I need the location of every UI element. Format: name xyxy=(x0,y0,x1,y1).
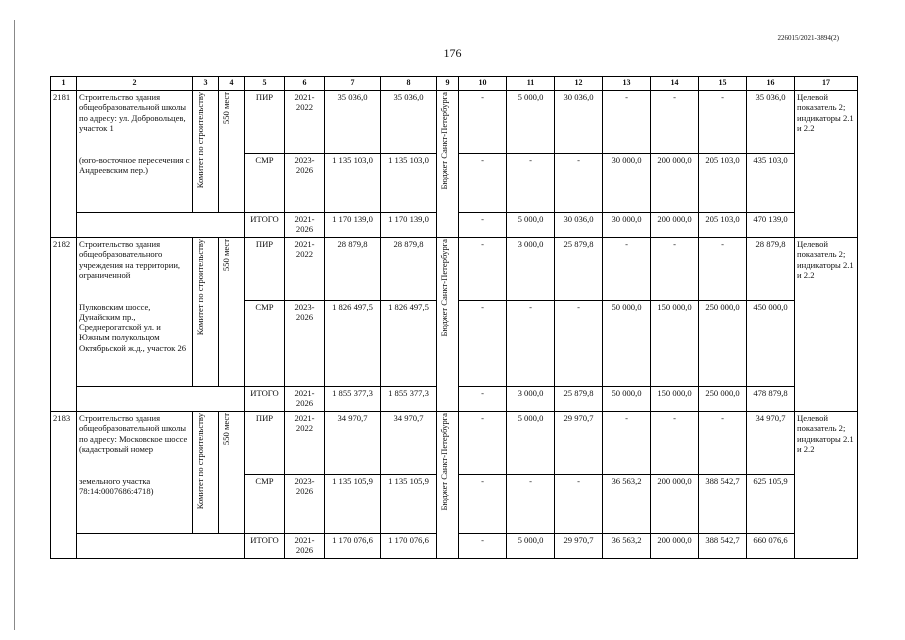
value-cell: 3 000,0 xyxy=(507,238,555,301)
empty-cell xyxy=(77,213,245,238)
executor-cell xyxy=(193,238,219,387)
value-cell: 1 826 497,5 xyxy=(381,301,437,387)
period: 2021-2022 xyxy=(285,238,325,301)
value-cell: - xyxy=(603,91,651,154)
work-type: ИТОГО xyxy=(245,534,285,559)
col-header: 1 xyxy=(51,77,77,91)
value-cell: - xyxy=(507,475,555,534)
object-name: Строительство здания общеобразовательной школы по адресу: ул. Добровольцев, участок 1 xyxy=(77,91,193,154)
value-cell: 30 036,0 xyxy=(555,213,603,238)
funding-source: Бюджет Санкт-Петербурга xyxy=(439,413,449,511)
funding-source: Бюджет Санкт-Петербурга xyxy=(439,239,449,337)
work-type: ПИР xyxy=(245,91,285,154)
table-row xyxy=(51,412,858,475)
value-cell: 34 970,7 xyxy=(747,412,795,475)
page-margin-line xyxy=(14,20,15,630)
row-id: 2182 xyxy=(51,238,77,412)
value-cell: 50 000,0 xyxy=(603,387,651,412)
value-cell: 5 000,0 xyxy=(507,412,555,475)
value-cell: - xyxy=(507,301,555,387)
col-header: 17 xyxy=(795,77,858,91)
value-cell: - xyxy=(459,154,507,213)
executor: Комитет по строительству xyxy=(195,239,205,336)
value-cell: - xyxy=(651,91,699,154)
value-cell: - xyxy=(699,91,747,154)
value-cell: - xyxy=(555,301,603,387)
capacity: 550 мест xyxy=(221,413,231,446)
value-cell: 660 076,6 xyxy=(747,534,795,559)
value-cell: 388 542,7 xyxy=(699,534,747,559)
column-number-row xyxy=(51,77,858,91)
col-header: 13 xyxy=(603,77,651,91)
executor: Комитет по строительству xyxy=(195,413,205,510)
value-cell: 200 000,0 xyxy=(651,475,699,534)
work-type: ПИР xyxy=(245,238,285,301)
col-header: 3 xyxy=(193,77,219,91)
executor-cell xyxy=(193,91,219,213)
object-name: Строительство здания общеобразовательной школы по адресу: Московское шоссе (кадастровый номер xyxy=(77,412,193,475)
value-cell: - xyxy=(459,534,507,559)
object-name-cont: земельного участка 78:14:0007686:4718) xyxy=(77,475,193,534)
value-cell: - xyxy=(555,475,603,534)
value-cell: - xyxy=(507,154,555,213)
col-header: 10 xyxy=(459,77,507,91)
col-header: 15 xyxy=(699,77,747,91)
value-cell: 28 879,8 xyxy=(325,238,381,301)
value-cell: - xyxy=(459,91,507,154)
object-name: Строительство здания общеобразовательного учреждения на территории, ограниченной xyxy=(77,238,193,301)
value-cell: 35 036,0 xyxy=(747,91,795,154)
col-header: 9 xyxy=(437,77,459,91)
executor: Комитет по строительству xyxy=(195,92,205,189)
period: 2021-2022 xyxy=(285,412,325,475)
budget-table xyxy=(50,76,858,559)
value-cell: 1 135 103,0 xyxy=(381,154,437,213)
work-type: ПИР xyxy=(245,412,285,475)
indicator: Целевой показатель 2; индикаторы 2.1 и 2.2 xyxy=(795,238,858,412)
value-cell: - xyxy=(651,412,699,475)
value-cell: - xyxy=(459,475,507,534)
work-type: СМР xyxy=(245,154,285,213)
value-cell: - xyxy=(651,238,699,301)
value-cell: 5 000,0 xyxy=(507,213,555,238)
work-type: СМР xyxy=(245,301,285,387)
value-cell: - xyxy=(459,412,507,475)
value-cell: 150 000,0 xyxy=(651,387,699,412)
value-cell: 5 000,0 xyxy=(507,534,555,559)
col-header: 11 xyxy=(507,77,555,91)
value-cell: 34 970,7 xyxy=(381,412,437,475)
value-cell: 1 170 076,6 xyxy=(325,534,381,559)
col-header: 2 xyxy=(77,77,193,91)
row-id: 2181 xyxy=(51,91,77,238)
value-cell: - xyxy=(603,412,651,475)
value-cell: 205 103,0 xyxy=(699,213,747,238)
value-cell: 36 563,2 xyxy=(603,534,651,559)
value-cell: 150 000,0 xyxy=(651,301,699,387)
document-code: 226015/2021-3894(2) xyxy=(777,34,839,42)
value-cell: 25 879,8 xyxy=(555,387,603,412)
value-cell: 200 000,0 xyxy=(651,154,699,213)
period: 2023-2026 xyxy=(285,154,325,213)
value-cell: 36 563,2 xyxy=(603,475,651,534)
value-cell: 35 036,0 xyxy=(381,91,437,154)
value-cell: 1 135 105,9 xyxy=(381,475,437,534)
value-cell: 250 000,0 xyxy=(699,387,747,412)
value-cell: 35 036,0 xyxy=(325,91,381,154)
indicator: Целевой показатель 2; индикаторы 2.1 и 2.2 xyxy=(795,412,858,559)
value-cell: 1 135 105,9 xyxy=(325,475,381,534)
value-cell: - xyxy=(459,387,507,412)
value-cell: 5 000,0 xyxy=(507,91,555,154)
value-cell: 50 000,0 xyxy=(603,301,651,387)
col-header: 12 xyxy=(555,77,603,91)
value-cell: 478 879,8 xyxy=(747,387,795,412)
capacity: 550 мест xyxy=(221,92,231,125)
value-cell: 29 970,7 xyxy=(555,412,603,475)
object-name-cont: Пулковским шоссе, Дунайским пр., Среднерогатской ул. и Южным полукольцом Октябрьской ж.д., участок 26 xyxy=(77,301,193,387)
period: 2023-2026 xyxy=(285,301,325,387)
value-cell: - xyxy=(603,238,651,301)
source-cell xyxy=(437,91,459,238)
indicator: Целевой показатель 2; индикаторы 2.1 и 2.2 xyxy=(795,91,858,238)
value-cell: 200 000,0 xyxy=(651,534,699,559)
value-cell: 200 000,0 xyxy=(651,213,699,238)
value-cell: 1 855 377,3 xyxy=(325,387,381,412)
col-header: 6 xyxy=(285,77,325,91)
source-cell xyxy=(437,238,459,412)
value-cell: 470 139,0 xyxy=(747,213,795,238)
row-id: 2183 xyxy=(51,412,77,559)
funding-source: Бюджет Санкт-Петербурга xyxy=(439,92,449,190)
col-header: 7 xyxy=(325,77,381,91)
value-cell: 1 170 076,6 xyxy=(381,534,437,559)
value-cell: 29 970,7 xyxy=(555,534,603,559)
capacity-cell xyxy=(219,91,245,213)
value-cell: 30 000,0 xyxy=(603,154,651,213)
capacity-cell xyxy=(219,238,245,387)
value-cell: 1 855 377,3 xyxy=(381,387,437,412)
value-cell: 205 103,0 xyxy=(699,154,747,213)
col-header: 14 xyxy=(651,77,699,91)
col-header: 5 xyxy=(245,77,285,91)
period: 2021-2026 xyxy=(285,213,325,238)
value-cell: 450 000,0 xyxy=(747,301,795,387)
col-header: 16 xyxy=(747,77,795,91)
value-cell: 388 542,7 xyxy=(699,475,747,534)
work-type: ИТОГО xyxy=(245,213,285,238)
value-cell: - xyxy=(699,238,747,301)
value-cell: 1 135 103,0 xyxy=(325,154,381,213)
value-cell: 3 000,0 xyxy=(507,387,555,412)
executor-cell xyxy=(193,412,219,534)
value-cell: 28 879,8 xyxy=(747,238,795,301)
value-cell: - xyxy=(699,412,747,475)
period: 2021-2022 xyxy=(285,91,325,154)
value-cell: 30 036,0 xyxy=(555,91,603,154)
value-cell: - xyxy=(459,238,507,301)
value-cell: 1 826 497,5 xyxy=(325,301,381,387)
period: 2021-2026 xyxy=(285,534,325,559)
col-header: 8 xyxy=(381,77,437,91)
table-row xyxy=(51,91,858,154)
capacity-cell xyxy=(219,412,245,534)
empty-cell xyxy=(77,534,245,559)
value-cell: 625 105,9 xyxy=(747,475,795,534)
source-cell xyxy=(437,412,459,559)
empty-cell xyxy=(77,387,245,412)
value-cell: 28 879,8 xyxy=(381,238,437,301)
value-cell: 435 103,0 xyxy=(747,154,795,213)
period: 2023-2026 xyxy=(285,475,325,534)
value-cell: 25 879,8 xyxy=(555,238,603,301)
capacity: 550 мест xyxy=(221,239,231,272)
value-cell: 1 170 139,0 xyxy=(381,213,437,238)
value-cell: - xyxy=(459,213,507,238)
col-header: 4 xyxy=(219,77,245,91)
work-type: СМР xyxy=(245,475,285,534)
value-cell: - xyxy=(459,301,507,387)
value-cell: 1 170 139,0 xyxy=(325,213,381,238)
value-cell: 250 000,0 xyxy=(699,301,747,387)
period: 2021-2026 xyxy=(285,387,325,412)
table-row xyxy=(51,238,858,301)
work-type: ИТОГО xyxy=(245,387,285,412)
page-number: 176 xyxy=(443,46,462,60)
value-cell: 30 000,0 xyxy=(603,213,651,238)
value-cell: 34 970,7 xyxy=(325,412,381,475)
object-name-cont: (юго-восточное пересечения с Андреевским пер.) xyxy=(77,154,193,213)
value-cell: - xyxy=(555,154,603,213)
